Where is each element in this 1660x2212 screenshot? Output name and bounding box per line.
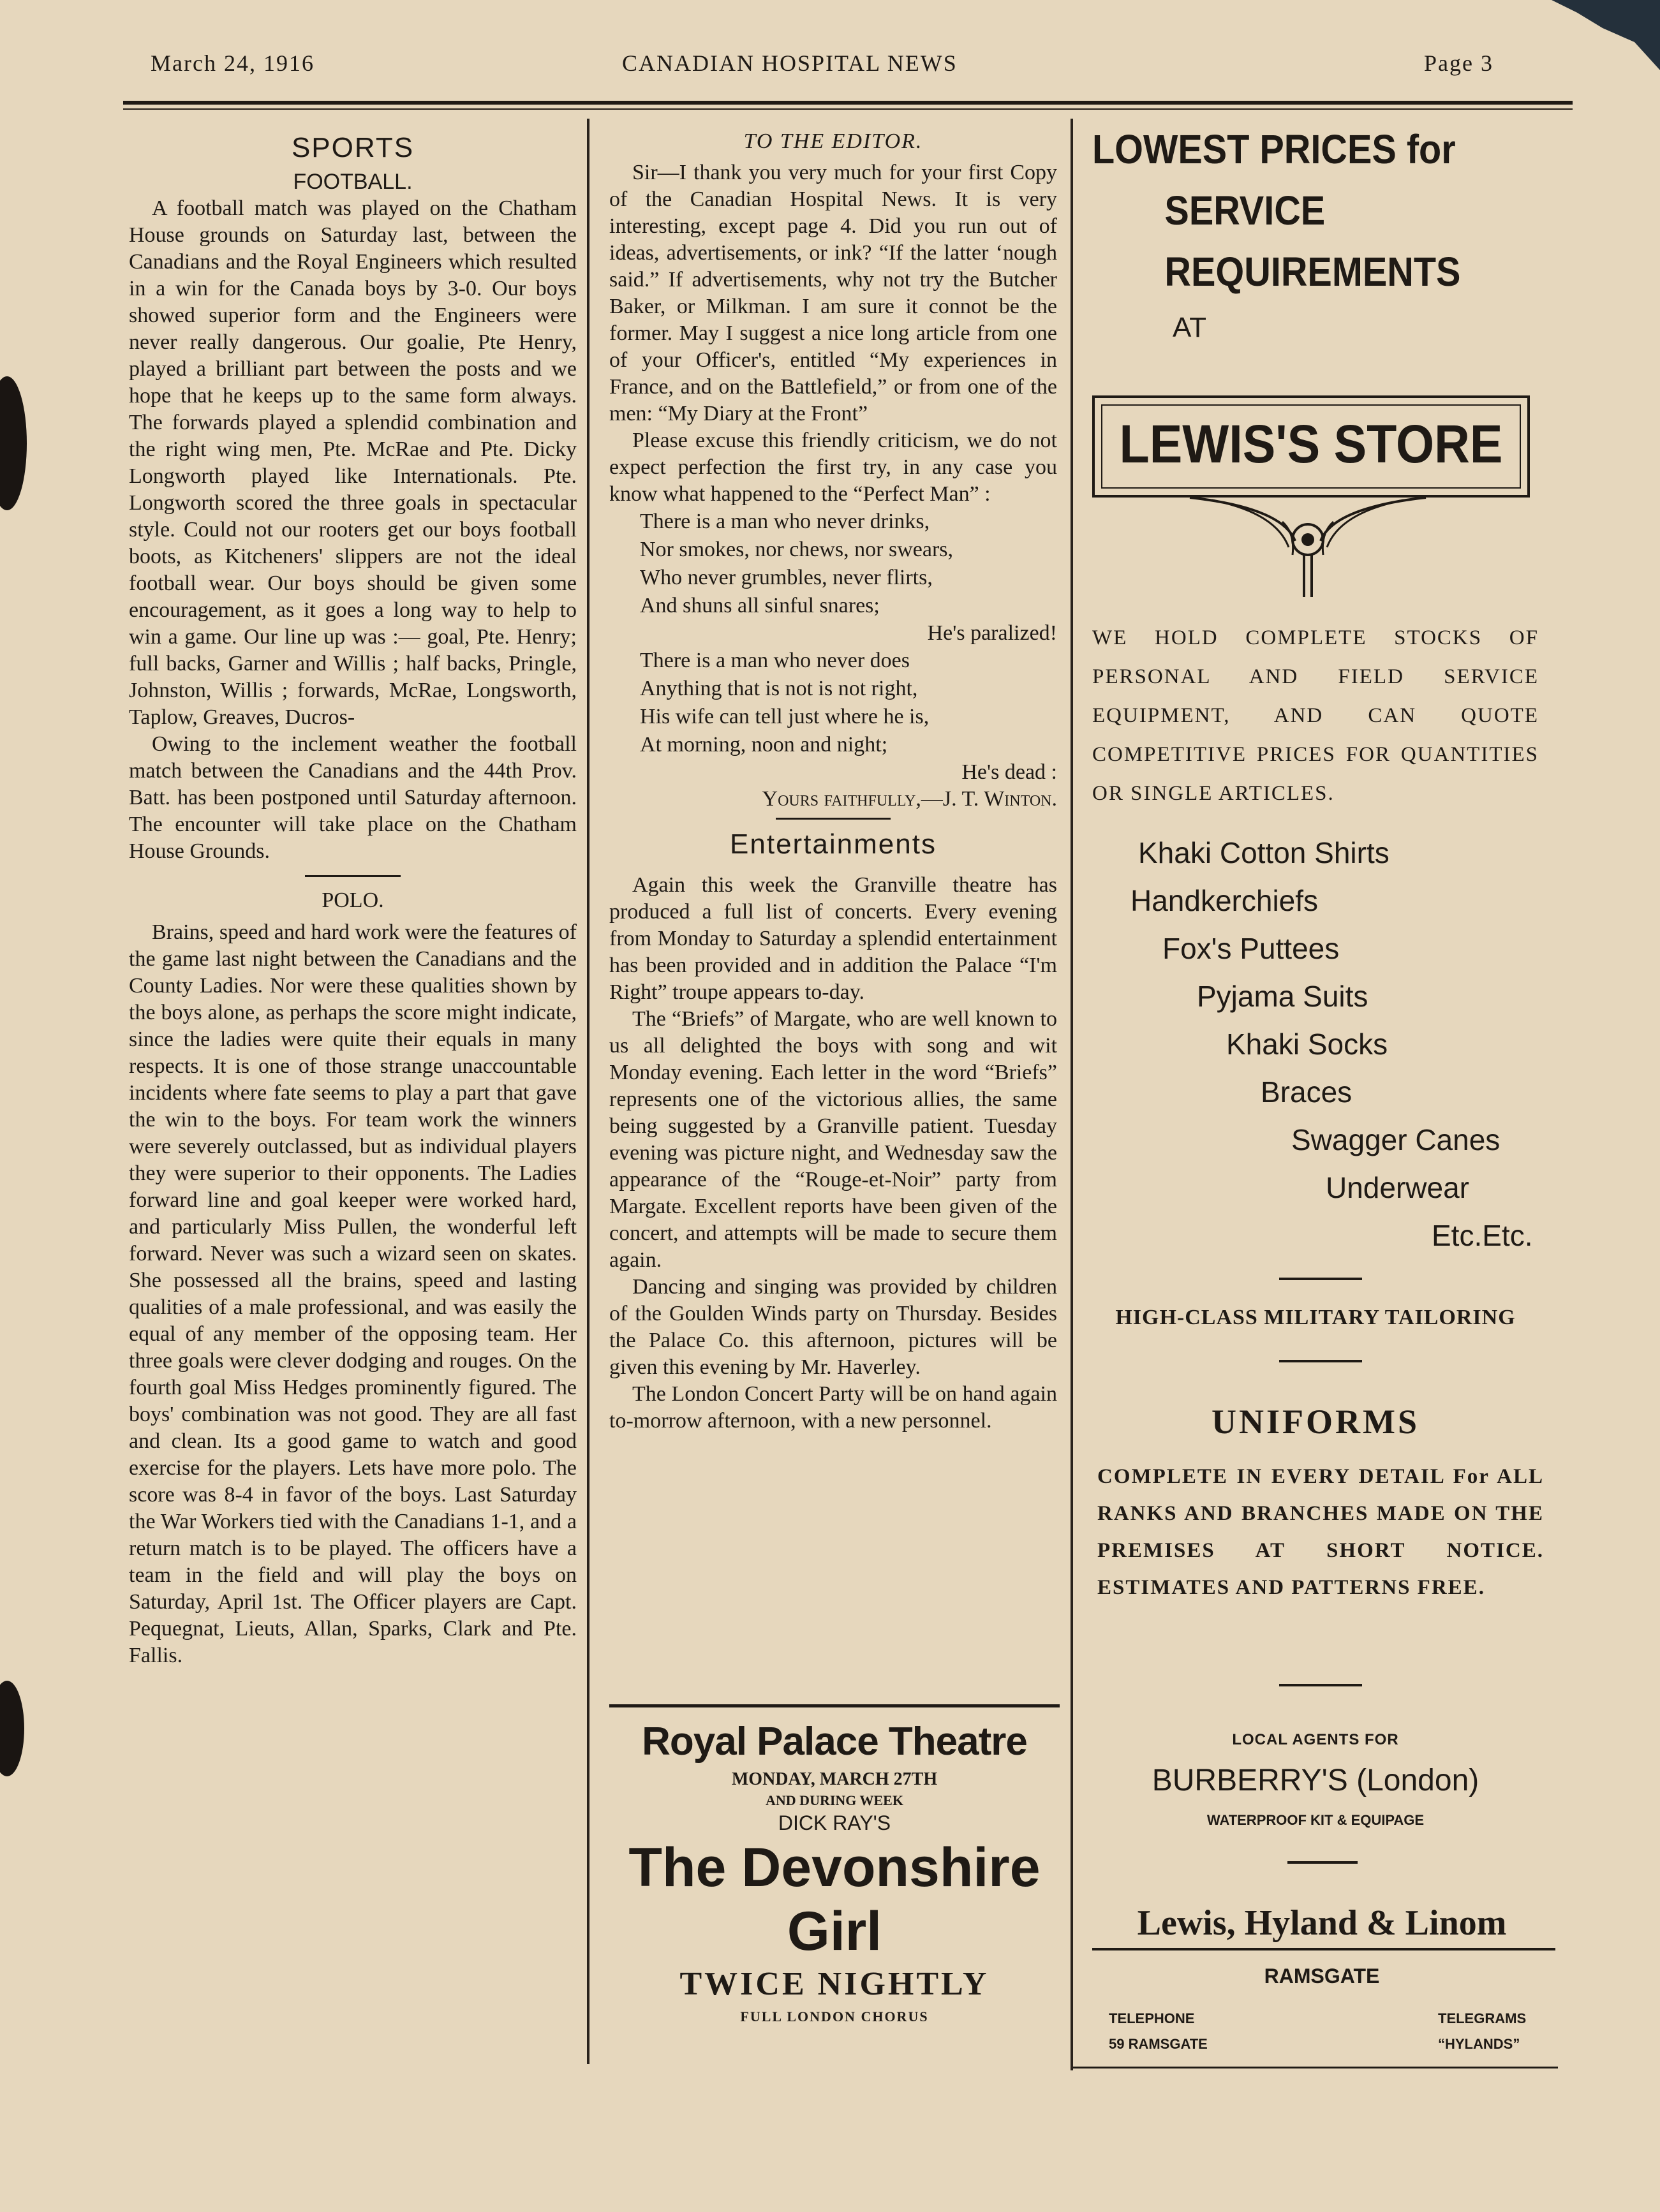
entertainments-paragraph-4: The London Concert Party will be on hand again to-morrow afternoon, with a new personnel.	[609, 1382, 1057, 1433]
entertainments-heading: Entertainments	[730, 829, 937, 860]
lowest-prices-line: LOWEST PRICES for	[1092, 126, 1456, 172]
telephone-label: TELEPHONE	[1109, 2010, 1195, 2026]
waterproof-line: WATERPROOF KIT & EQUIPAGE	[1206, 1812, 1425, 1828]
entertainments-paragraph-3: Dancing and singing was provided by children of the Goulden Winds party on Thursday. Besides the Palace Co. this afternoon, pictures will be given this evening by Mr. Haverley.	[609, 1275, 1057, 1379]
torn-corner	[1532, 0, 1660, 70]
football-heading: FOOTBALL.	[293, 170, 413, 194]
poem-verse-1	[609, 508, 1057, 620]
item-foxs-puttees: Fox's Puttees	[1162, 932, 1340, 965]
section-divider	[305, 875, 401, 877]
entertainments-paragraph-2: The “Briefs” of Margate, who are well known to us all delighted the boys with song and wit Monday evening. Each letter in the word “Briefs” represents one of the victorious allies, the same being suggested by a Granville patient. Tuesday evening was picture night, and Wednesday saw the appearance of the “Rouge-et-Noir” party from Margate. Excellent reports have been given of the concert, and attempts will be made to secure them again.	[609, 1007, 1057, 1272]
theatre-date: MONDAY, MARCH 27TH	[731, 1769, 938, 1789]
header-rule-thin	[123, 108, 1573, 110]
page-number: Page 3	[1424, 50, 1493, 76]
letter-paragraph-2: Please excuse this friendly criticism, we do not expect perfection the first try, in any case you know what happened to the “Perfect Man” :	[609, 429, 1057, 506]
poem-line: At morning, noon and night;	[640, 733, 888, 756]
store-ad-heading	[1092, 119, 1552, 353]
uniforms-heading: UNIFORMS	[1212, 1403, 1419, 1441]
poem-line: And shuns all sinful snares;	[640, 594, 880, 617]
football-paragraph-2: Owing to the inclement weather the football match between the Canadians and the 44th Prov. Batt. has been postponed until Saturday afternoon. The encounter will take place on the Chatham House Grounds.	[129, 732, 577, 863]
poem-verse-2	[609, 647, 1057, 759]
town: RAMSGATE	[1264, 1965, 1380, 1987]
telegrams-label: TELEGRAMS	[1438, 2010, 1527, 2026]
sports-heading: SPORTS	[291, 132, 415, 163]
firm-name: Lewis, Hyland & Linom	[1137, 1903, 1507, 1943]
store-name: LEWIS'S STORE	[1119, 414, 1503, 474]
letter-column	[609, 124, 1057, 1434]
letter-signature: Yours faithfully,—J. T. Winton.	[762, 787, 1057, 811]
header-rule-thick	[123, 101, 1573, 105]
item-khaki-cotton-shirts: Khaki Cotton Shirts	[1138, 836, 1390, 869]
local-agents: LOCAL AGENTS FOR	[1232, 1731, 1399, 1748]
sports-column	[129, 128, 577, 1669]
polo-heading: POLO.	[322, 888, 384, 912]
page-damage-mark	[0, 376, 27, 510]
football-paragraph-1: A football match was played on the Chatham House grounds on Saturday last, between the Canadians and the Royal Engineers which resulted in a win for the Canada boys by 3-0. Our boys showed superior form and the Engineers were never really dangerous. Our goalie, Pte Henry, played a brilliant part between the posts and we hope that he keeps up to the same form always. The forwards played a splendid combination and the right wing men, Pte. McRae and Pte. Dicky Longworth played like Internationals. Pte. Longworth scored the three goals in spectacular style. Could not our rooters get our boys football boots, as Kitcheners' slippers are not the ideal football wear. Our boys should be given some encouragement, as it goes a long way to help to win a game. Our line up was :— goal, Pte. Henry; full backs, Garner and Willis ; half backs, Pringle, Johnston, Willis ; forwards, McRae, Longsworth, Taplow, Greaves, Ducros-	[129, 196, 577, 729]
column-divider-1	[587, 119, 589, 2064]
telephone-value: 59 RAMSGATE	[1109, 2036, 1208, 2052]
poem-line: His wife can tell just where he is,	[640, 705, 930, 728]
poem-line: There is a man who never does	[640, 649, 910, 672]
stocks-text: WE HOLD COMPLETE STOCKS OF PERSONAL AND FIELD SERVICE EQUIPMENT, AND CAN QUOTE COMPETITIVE PRICES FOR QUANTITIES OR SINGLE ARTICLES.	[1092, 626, 1539, 805]
uniforms-text: COMPLETE IN EVERY DETAIL For ALL RANKS AND BRANCHES MADE ON THE PREMISES AT SHORT NOTICE. ESTIMATES AND PATTERNS FREE.	[1097, 1465, 1544, 1599]
item-swagger-canes: Swagger Canes	[1291, 1123, 1501, 1156]
theatre-during: AND DURING WEEK	[766, 1792, 903, 1808]
newspaper-title: CANADIAN HOSPITAL NEWS	[622, 50, 958, 76]
poem-verse-2-end: He's dead :	[961, 760, 1057, 784]
poem-line: There is a man who never drinks,	[640, 510, 930, 533]
theatre-ad	[609, 1716, 1060, 2028]
column-divider-2	[1071, 119, 1073, 2070]
tailoring-line: HIGH-CLASS MILITARY TAILORING	[1115, 1306, 1516, 1329]
show-title-line-2: Girl	[787, 1901, 882, 1962]
service-line: SERVICE	[1164, 188, 1326, 233]
ornament-icon	[1187, 496, 1429, 600]
poem-verse-1-end: He's paralized!	[927, 621, 1057, 645]
page-damage-mark	[0, 1681, 24, 1776]
poem-line: Anything that is not is not right,	[640, 677, 918, 700]
burberry-name: BURBERRY'S (London)	[1152, 1764, 1479, 1797]
divider	[1279, 1360, 1362, 1362]
item-underwear: Underwear	[1326, 1171, 1469, 1204]
store-name-box	[1092, 395, 1530, 498]
item-khaki-socks: Khaki Socks	[1226, 1028, 1388, 1061]
item-handkerchiefs: Handkerchiefs	[1130, 884, 1319, 917]
telegrams-value: “HYLANDS”	[1438, 2036, 1520, 2052]
divider	[1279, 1278, 1362, 1280]
polo-paragraph: Brains, speed and hard work were the features of the game last night between the Canadians and the County Ladies. Nor were these qualities shown by the boys alone, as perhaps the score might indicate, since the ladies were quite their equals in many respects. It is one of those strange unaccountable incidents where fate seems to play a part that gave the win to the boys. For team work the winners were severely outclassed, but as individual players they were superior to their opponents. The Ladies forward line and goal keeper were worked hard, and particularly Miss Pullen, the wonderful left forward. Never was such a wizard seen on skates. She possessed all the brains, speed and lasting qualities of a male professional, and was easily the equal of any member of the opposing team. Her three goals were clever dodging and rouges. On the fourth goal Miss Hedges prominently figured. The boys' combination was not good. They are all fast and clean. Its a good game to watch and good exercise for the players. Lets have more polo. The score was 8-4 in favor of the boys. Last Saturday the War Workers tied with the Canadians 1-1, and a return match is to be played. The officers have a team in the field and will play the boys on Saturday, April 1st. The Officer players are Capt. Pequegnat, Lieuts, Allan, Sparks, Clark and Pte. Fallis.	[129, 920, 577, 1667]
divider	[1287, 1861, 1358, 1864]
at-line: AT	[1173, 312, 1206, 343]
requirements-line: REQUIREMENTS	[1164, 249, 1461, 295]
entertainments-paragraph-1: Again this week the Granville theatre has produced a full list of concerts. Every evening from Monday to Saturday a splendid entertainment has been provided and in addition the Palace “I'm Right” troupe appears to-day.	[609, 873, 1057, 1004]
full-london-chorus: FULL LONDON CHORUS	[740, 2009, 929, 2024]
theatre-ad-top-rule	[609, 1704, 1060, 1707]
divider	[1279, 1684, 1362, 1686]
section-divider	[776, 818, 891, 820]
poem-line: Who never grumbles, never flirts,	[640, 566, 933, 589]
letter-paragraph-1: Sir—I thank you very much for your first Copy of the Canadian Hospital News. It is very interesting, except page 4. Did you run out of ideas, advertisements, or ink? “If the latter ‘nough said.” If advertisements, why not try the Butcher Baker, or Milkman. I am sure it connot be the former. May I suggest a nice long article from one of your Officer's, entitled “My experiences in France, and on the Battlefield,” or from one of the men: “My Diary at the Front”	[609, 161, 1057, 425]
item-braces: Braces	[1261, 1075, 1352, 1109]
item-pyjama-suits: Pyjama Suits	[1197, 980, 1368, 1013]
issue-date: March 24, 1916	[151, 50, 315, 76]
poem-line: Nor smokes, nor chews, nor swears,	[640, 538, 954, 561]
twice-nightly: TWICE NIGHTLY	[679, 1966, 989, 2002]
show-title-line-1: The Devonshire	[628, 1837, 1041, 1898]
bottom-rule	[1073, 2067, 1558, 2068]
theatre-name: Royal Palace Theatre	[642, 1720, 1027, 1764]
theatre-presenter: DICK RAY'S	[778, 1811, 891, 1834]
firm-rule	[1092, 1948, 1555, 1950]
letter-heading: TO THE EDITOR.	[743, 129, 923, 153]
item-etc: Etc.Etc.	[1432, 1219, 1533, 1252]
